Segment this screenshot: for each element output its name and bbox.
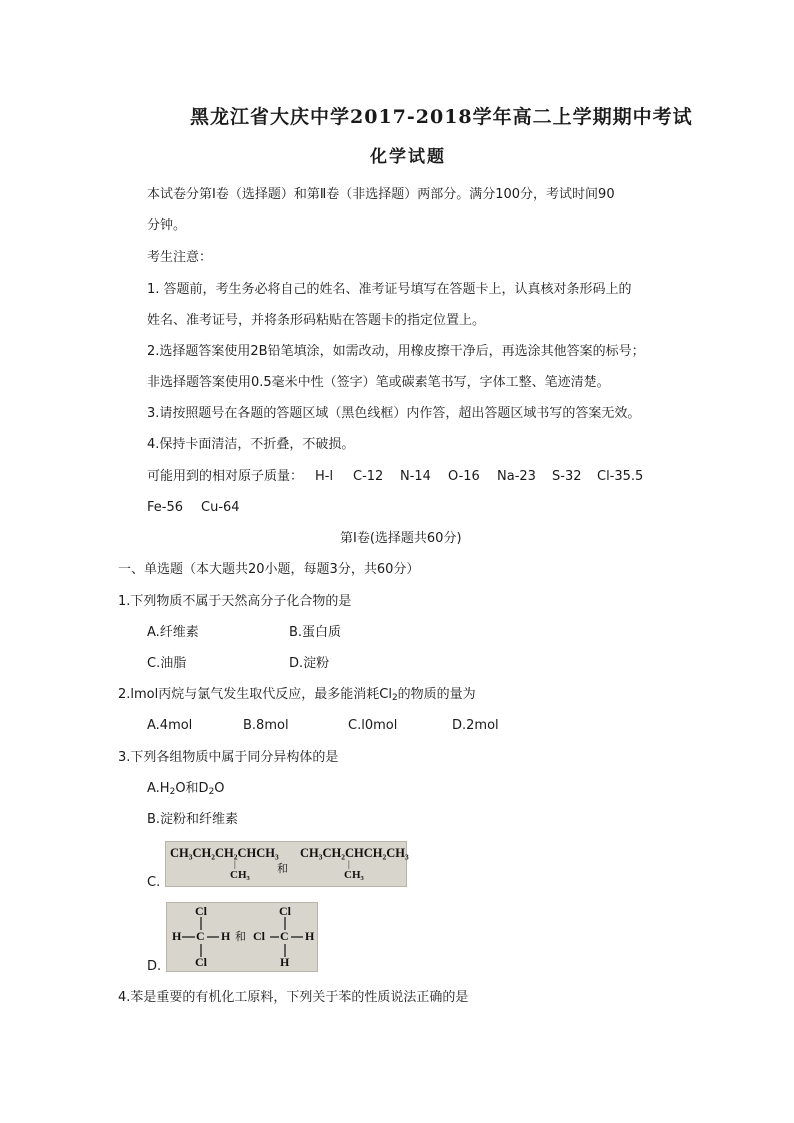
note-2-line-2: 非选择题答案使用0.5毫米中性（签字）笔或碳素笔书写，字体工整、笔迹清楚。	[147, 375, 610, 390]
note-3: 3.请按照题号在各题的答题区域（黑色线框）内作答，超出答题区域书写的答案无效。	[147, 406, 641, 421]
atomic-mass-s: S-32	[552, 469, 582, 484]
note-2-line-1: 2.选择题答案使用2B铅笔填涂，如需改动，用橡皮擦干净后，再选涂其他答案的标号；	[147, 344, 645, 359]
question-3-option-d-label: D.	[147, 959, 162, 974]
question-2-option-a: A.4mol	[147, 718, 193, 733]
question-2-option-c: C.l0mol	[348, 718, 398, 733]
structure-c-left-main: CH₃CH₂CH₂CHCH₃	[170, 846, 279, 860]
intro-line-2: 分钟。	[147, 218, 187, 233]
structure-d-right-center: C	[280, 929, 289, 943]
structure-d-left-top: Cl	[195, 904, 207, 918]
atomic-mass-na: Na-23	[497, 469, 536, 484]
structure-d-left-bottom: Cl	[195, 955, 207, 969]
structure-c-right-branch: CH₃	[344, 869, 364, 881]
question-4-stem: 4.苯是重要的有机化工原料，下列关于苯的性质说法正确的是	[118, 990, 469, 1005]
question-3-option-b: B.淀粉和纤维素	[147, 812, 239, 827]
note-1-line-2: 姓名、准考证号，并将条形码粘贴在答题卡的指定位置上。	[147, 313, 486, 328]
structure-c-connector: 和	[277, 863, 288, 875]
structure-d-right-top: Cl	[279, 904, 291, 918]
question-2-option-b: B.8mol	[243, 718, 289, 733]
section-part-heading: 一、单选题（本大题共20小题，每题3分，共60分）	[118, 562, 420, 577]
atomic-mass-fe: Fe-56	[147, 500, 183, 515]
structure-d-left-center: C	[196, 929, 205, 943]
question-3-option-a: $A.H_2O$和$D_2O$	[147, 781, 225, 797]
question-2-option-d: D.2mol	[452, 718, 499, 733]
page-title: 黑龙江省大庆中学2017-2018学年高二上学期期中考试	[190, 106, 693, 128]
structure-c-right-main: CH₃CH₂CHCH₂CH₃	[300, 846, 409, 860]
question-3-option-d-structure-image	[166, 902, 318, 972]
section-title: 第Ⅰ卷(选择题共60分)	[340, 531, 462, 546]
intro-line-1: 本试卷分第Ⅰ卷（选择题）和第Ⅱ卷（非选择题）两部分。满分100分，考试时间90	[147, 187, 615, 202]
structure-d-right-bottom: H	[280, 955, 290, 969]
question-3-option-c-label: C.	[147, 875, 161, 890]
structure-c-left-branch: CH₃	[230, 869, 250, 881]
question-3-stem: 3.下列各组物质中属于同分异构体的是	[118, 750, 339, 765]
question-1-option-a: A.纤维素	[147, 625, 199, 640]
structure-d-right-right: H	[305, 929, 315, 943]
structure-d-left-right: H	[221, 929, 231, 943]
structure-d-connector: 和	[235, 931, 246, 943]
atomic-mass-label: 可能用到的相对原子质量：	[147, 469, 304, 484]
question-3-option-c-structure-image	[165, 841, 407, 887]
atomic-mass-n: N-14	[400, 469, 431, 484]
question-1-option-c: C.油脂	[147, 656, 187, 671]
question-2-stem: 2.lmol丙烷与氯气发生取代反应，最多能消耗$Cl_2$的物质的量为	[118, 687, 476, 703]
note-4: 4.保持卡面清洁，不折叠，不破损。	[147, 437, 355, 452]
question-1-stem: 1.下列物质不属于天然高分子化合物的是	[118, 594, 352, 609]
question-1-option-b: B.蛋白质	[289, 625, 342, 640]
atomic-mass-cl: Cl-35.5	[597, 469, 644, 484]
question-1-option-d: D.淀粉	[289, 656, 330, 671]
atomic-mass-c: C-12	[353, 469, 384, 484]
page-subtitle: 化学试题	[370, 147, 446, 167]
structure-d-right-left: Cl	[253, 929, 265, 943]
atomic-mass-h: H-l	[315, 469, 334, 484]
structure-c-left-bond: |	[234, 859, 236, 869]
atomic-mass-o: O-16	[448, 469, 480, 484]
note-1-line-1: 1. 答题前，考生务必将自己的姓名、准考证号填写在答题卡上，认真核对条形码上的	[147, 282, 632, 297]
structure-c-right-bond: |	[348, 859, 350, 869]
structure-d-left-left: H	[172, 929, 182, 943]
atomic-mass-cu: Cu-64	[201, 500, 240, 515]
notes-heading: 考生注意：	[147, 250, 213, 265]
